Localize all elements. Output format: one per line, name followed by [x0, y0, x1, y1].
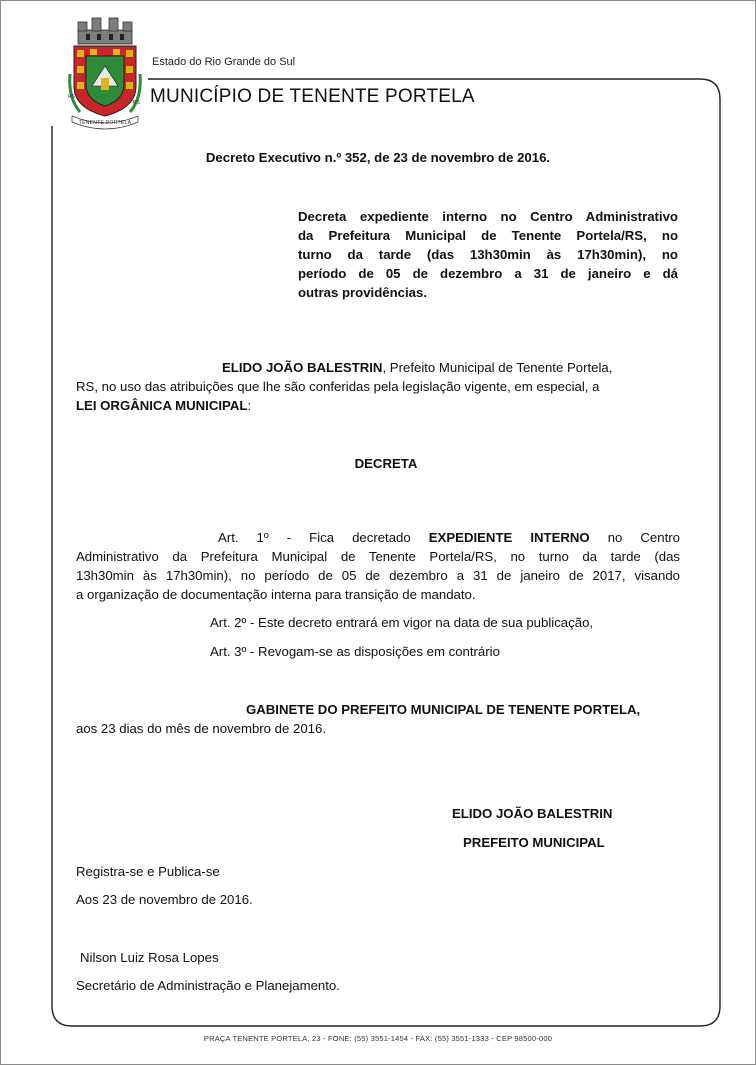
summary-line: da Prefeitura Municipal de Tenente Portela/RS, no	[298, 228, 678, 243]
article-1-prefix: Art. 1º - Fica decretado	[218, 530, 429, 545]
summary-line: Decreta expediente interno no Centro Administrativo	[298, 209, 678, 224]
state-name: Estado do Rio Grande do Sul	[152, 56, 296, 68]
municipality-title: MUNICÍPIO DE TENENTE PORTELA	[150, 86, 475, 107]
article-1-suffix: no Centro	[589, 530, 680, 545]
preamble-text: , Prefeito Municipal de Tenente Portela,	[382, 360, 613, 375]
footer-address: PRAÇA TENENTE PORTELA, 23 - FONE: (55) 3551-1454 - FAX: (55) 3551-1333 - CEP 98500-000	[203, 1034, 553, 1043]
registration-date: Aos 23 de novembro de 2016.	[76, 892, 253, 907]
decree-summary	[298, 207, 678, 302]
article-1-line-3: 13h30min às 17h30min), no período de 05 de dezembro a 31 de janeiro de 2017, visando	[76, 568, 680, 583]
article-1-line-1	[218, 528, 680, 547]
crest-ribbon-right: RS	[133, 100, 140, 106]
mayor-name: ELIDO JOÃO BALESTRIN	[222, 360, 383, 375]
secretary-title: Secretário de Administração e Planejamento.	[76, 978, 340, 993]
summary-line: turno da tarde (das 13h30min às 17h30min), no	[298, 247, 678, 262]
organic-law: LEI ORGÂNICA MUNICIPAL	[76, 398, 248, 413]
preamble-colon: :	[247, 398, 252, 413]
secretary-name: Nilson Luiz Rosa Lopes	[80, 950, 219, 965]
decree-title: Decreto Executivo n.º 352, de 23 de novembro de 2016.	[205, 150, 551, 165]
gabinete-line: GABINETE DO PREFEITO MUNICIPAL DE TENENTE PORTELA,	[246, 702, 641, 717]
crest-ribbon-left: RS	[68, 94, 75, 100]
crest-ribbon-text: TENENTE PORTELA	[78, 120, 132, 126]
registration-text: Registra-se e Publica-se	[76, 864, 220, 879]
decreta-heading: DECRETA	[354, 456, 418, 471]
preamble-line-2: RS, no uso das atribuições que lhe são conferidas pela legislação vigente, em especial, a	[76, 379, 600, 394]
preamble-line-1	[222, 358, 612, 377]
article-2: Art. 2º - Este decreto entrará em vigor na data de sua publicação,	[210, 615, 594, 630]
article-1-line-2: Administrativo da Prefeitura Municipal de Tenente Portela/RS, no turno da tarde (das	[76, 549, 680, 564]
signer-name: ELIDO JOÃO BALESTRIN	[452, 806, 613, 821]
signer-title: PREFEITO MUNICIPAL	[463, 835, 605, 850]
gabinete-date: aos 23 dias do mês de novembro de 2016.	[76, 721, 326, 736]
summary-line: outras providências.	[298, 285, 427, 300]
article-1-line-4: a organização de documentação interna para transição de mandato.	[76, 587, 476, 602]
summary-line: período de 05 de dezembro a 31 de janeiro e dá	[298, 266, 678, 281]
preamble-line-3	[76, 396, 251, 415]
article-1-bold: EXPEDIENTE INTERNO	[428, 530, 590, 545]
article-3: Art. 3º - Revogam-se as disposições em contrário	[210, 644, 500, 659]
